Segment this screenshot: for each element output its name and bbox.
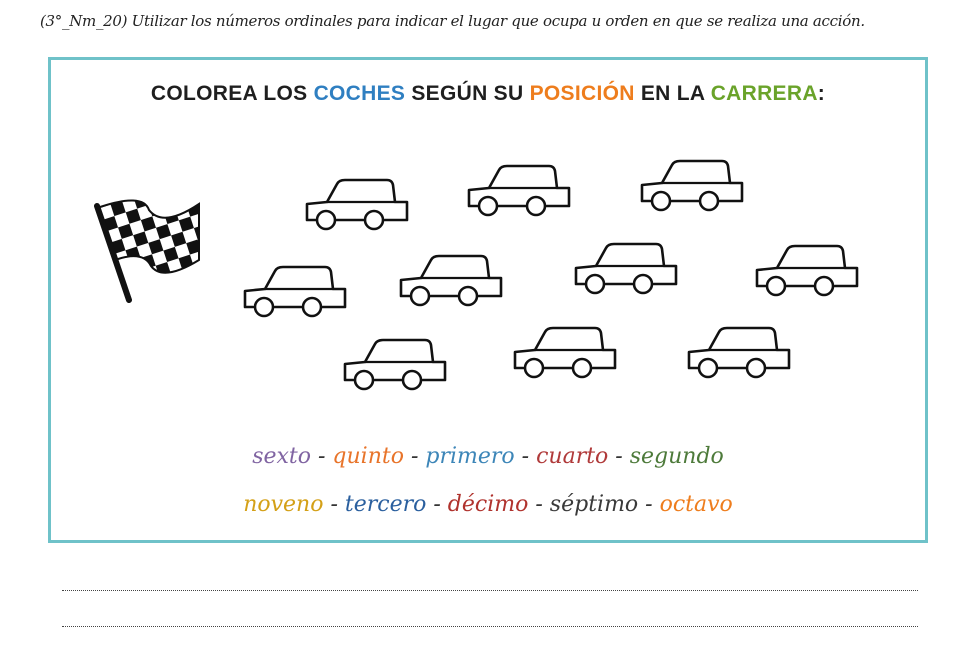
- ordinal-list-row-2: [51, 492, 925, 517]
- ordinal-word: segundo: [629, 444, 724, 469]
- ordinal-word: noveno: [243, 492, 324, 517]
- word-separator: -: [311, 444, 333, 469]
- answer-line-1: [62, 590, 918, 591]
- title-part-1: COLOREA LOS: [150, 82, 314, 105]
- car-9: [515, 328, 615, 377]
- car-1: [307, 180, 407, 229]
- exercise-frame: [48, 57, 928, 543]
- word-separator: -: [514, 444, 537, 469]
- word-separator: -: [323, 492, 345, 517]
- car-8: [345, 340, 445, 389]
- ordinal-word: cuarto: [536, 444, 609, 469]
- word-separator: -: [426, 492, 448, 517]
- car-5: [401, 256, 501, 305]
- ordinal-word: séptimo: [549, 492, 639, 517]
- car-3: [642, 161, 742, 210]
- word-separator: -: [638, 492, 660, 517]
- ordinal-list-row-1: [51, 444, 925, 469]
- word-separator: -: [608, 444, 630, 469]
- title-word-carrera: CARRERA: [710, 82, 818, 105]
- title-part-3: EN LA: [634, 82, 711, 105]
- title-part-2: SEGÚN SU: [405, 82, 530, 105]
- activity-instruction: (3°_Nm_20) Utilizar los números ordinales para indicar el lugar que ocupa u orden en que se realiza una acción.: [40, 12, 865, 30]
- title-word-posicion: POSICIÓN: [529, 82, 635, 105]
- car-4: [245, 267, 345, 316]
- ordinal-word: sexto: [252, 444, 311, 469]
- answer-line-2: [62, 626, 918, 627]
- ordinal-word: octavo: [659, 492, 733, 517]
- checkered-flag-icon: [97, 200, 199, 300]
- car-7: [757, 246, 857, 295]
- ordinal-word: décimo: [447, 492, 529, 517]
- ordinal-word: tercero: [344, 492, 427, 517]
- ordinal-word: primero: [425, 444, 515, 469]
- car-6: [576, 244, 676, 293]
- word-separator: -: [528, 492, 550, 517]
- word-separator: -: [403, 444, 426, 469]
- title-colon: :: [817, 82, 826, 105]
- ordinal-word: quinto: [332, 444, 404, 469]
- car-10: [689, 328, 789, 377]
- car-2: [469, 166, 569, 215]
- title-word-coches: COCHES: [313, 82, 406, 105]
